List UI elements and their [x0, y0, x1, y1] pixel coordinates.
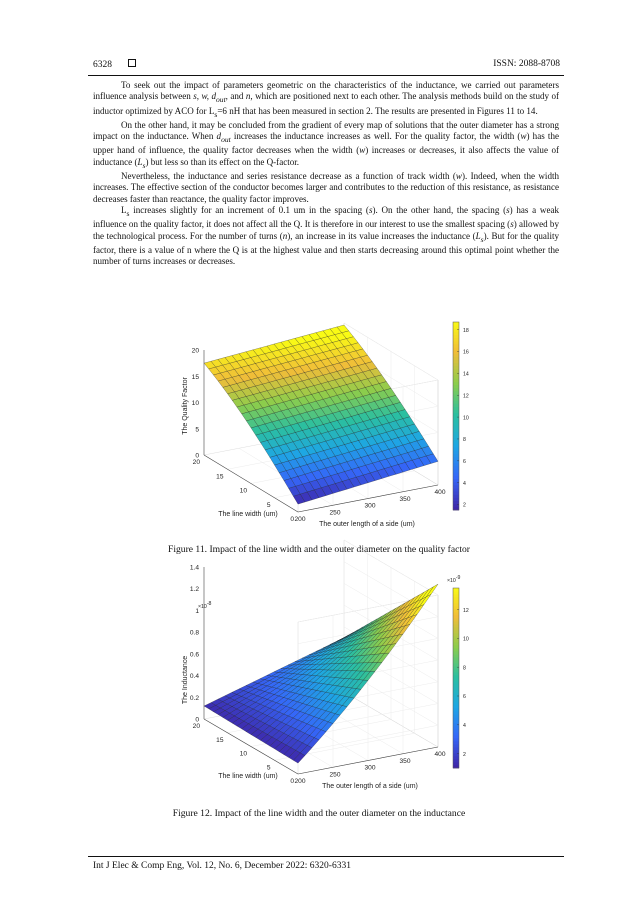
- colorbar-segment: [453, 425, 459, 429]
- x-tick-label: 15: [216, 736, 224, 744]
- paragraph-4: $L_s$ increases slightly for an increment of 0.1 um in the spacing (s). On the other hand, the spacing (s) has a weak influence on the quality factor, it does not affect all the Q. It is therefore in our interest to use the smallest spacing (s) allowed by the technological process. For the number of turns (n), an increase in its value increases the inductance $(L_s)$. But for the quality factor, there is a value of n where the Q is at the highest value and then starts decreasing around this optimal point whether the number of turns increases or decreases.: [93, 205, 560, 267]
- colorbar-segment: [453, 762, 459, 765]
- paragraph-2: On the other hand, it may be concluded from the gradient of every map of solutions that the outer diameter has a strong impact on the inductance. When $d_{out}$ increases the inductance increases as well. For the quality factor, the width (w) has the upper hand of influence, the quality factor decreases when the width (w) increases or decreases, it also affects the value of inductance $(L_s)$ but less so than its effect on the Q-factor.: [93, 119, 560, 170]
- colorbar-segment: [453, 696, 459, 699]
- colorbar-segment: [453, 400, 459, 404]
- colorbar-segment: [453, 624, 459, 627]
- colorbar-segment: [453, 479, 459, 483]
- colorbar-segment: [453, 403, 459, 407]
- colorbar-tick-label: 10: [463, 636, 469, 643]
- colorbar-segment: [453, 615, 459, 618]
- colorbar-tick-label: 14: [463, 371, 469, 378]
- colorbar-segment: [453, 759, 459, 762]
- y-tick-label: 350: [399, 495, 411, 503]
- colorbar-segment: [453, 407, 459, 411]
- colorbar-tick-label: 12: [463, 393, 469, 400]
- colorbar-segment: [453, 642, 459, 645]
- x-tick-label: 20: [192, 723, 200, 730]
- colorbar-segment: [453, 750, 459, 753]
- colorbar-segment: [453, 363, 459, 367]
- z-tick-label: 10: [191, 400, 199, 407]
- z-tick-label: 0.4: [189, 673, 199, 681]
- colorbar-tick-label: 2: [463, 751, 466, 758]
- colorbar-segment: [453, 648, 459, 651]
- colorbar-segment: [453, 663, 459, 666]
- x-tick-label: 0: [290, 516, 294, 523]
- y-tick-label: 300: [364, 502, 376, 510]
- colorbar-segment: [453, 621, 459, 624]
- y-tick-label: 200: [294, 778, 306, 785]
- colorbar-segment: [453, 729, 459, 732]
- colorbar-segment: [453, 588, 459, 591]
- x-axis-label: The line width (um): [218, 773, 278, 780]
- colorbar-segment: [453, 645, 459, 648]
- colorbar-segment: [453, 597, 459, 600]
- x-tick-label: 10: [239, 750, 247, 758]
- colorbar-segment: [453, 397, 459, 401]
- colorbar-segment: [453, 416, 459, 420]
- x-tick-label: 10: [239, 487, 247, 495]
- x-tick-label: 15: [216, 473, 224, 481]
- colorbar-segment: [453, 463, 459, 467]
- z-tick-label: 0.8: [189, 629, 199, 637]
- colorbar-segment: [453, 675, 459, 678]
- colorbar-segment: [453, 419, 459, 423]
- colorbar-segment: [453, 469, 459, 473]
- colorbar-segment: [453, 460, 459, 464]
- colorbar-segment: [453, 441, 459, 445]
- colorbar-segment: [453, 353, 459, 357]
- y-axis-label: The outer length of a side (um): [319, 521, 415, 528]
- figure-11-caption: Figure 11. Impact of the line width and the outer diameter on the quality factor: [167, 544, 471, 555]
- colorbar-tick-label: 6: [463, 459, 466, 466]
- colorbar-segment: [453, 385, 459, 389]
- colorbar-segment: [453, 482, 459, 486]
- figure-12-caption: Figure 12. Impact of the line width and the outer diameter on the inductance: [172, 808, 466, 819]
- paragraph-3: Nevertheless, the inductance and series resistance decrease as a function of track width (w). Indeed, when the width increases. The effective section of the conductor becomes larger and contributes to the reduction of this resistance, as resistance decreases faster than reactance, the quality factor improves.: [93, 171, 560, 204]
- colorbar-segment: [453, 606, 459, 609]
- colorbar-tick-label: 4: [463, 723, 466, 729]
- colorbar-tick-label: 8: [463, 437, 466, 444]
- colorbar-segment: [453, 497, 459, 501]
- colorbar-segment: [453, 476, 459, 480]
- colorbar-tick-label: 6: [463, 694, 466, 701]
- colorbar-segment: [453, 618, 459, 621]
- colorbar-segment: [453, 744, 459, 747]
- colorbar-segment: [453, 360, 459, 364]
- z-tick-label: 0: [195, 452, 199, 460]
- colorbar-segment: [453, 394, 459, 398]
- footer-rule: [88, 856, 564, 857]
- colorbar-segment: [453, 372, 459, 376]
- colorbar-segment: [453, 356, 459, 360]
- y-tick-label: 400: [434, 751, 446, 758]
- colorbar-segment: [453, 350, 459, 354]
- colorbar-segment: [453, 335, 459, 339]
- colorbar-segment: [453, 466, 459, 470]
- colorbar-segment: [453, 325, 459, 329]
- colorbar-tick-label: 18: [463, 327, 469, 334]
- colorbar-segment: [453, 651, 459, 654]
- x-tick-label: 5: [266, 764, 271, 772]
- z-tick-label: 5: [195, 426, 199, 434]
- colorbar-segment: [453, 612, 459, 615]
- colorbar-segment: [453, 600, 459, 603]
- colorbar-tick-label: 2: [463, 502, 466, 509]
- x-tick-label: 5: [266, 501, 271, 509]
- colorbar-segment: [453, 639, 459, 642]
- z-tick-label: 1.4: [189, 564, 199, 572]
- issn: ISSN: 2088-8708: [493, 59, 560, 69]
- x-axis-label: The line width (um): [218, 511, 278, 518]
- colorbar-segment: [453, 341, 459, 345]
- colorbar-segment: [453, 454, 459, 458]
- colorbar-segment: [453, 322, 459, 326]
- colorbar-segment: [453, 594, 459, 597]
- colorbar-segment: [453, 756, 459, 759]
- colorbar-segment: [453, 347, 459, 351]
- colorbar-segment: [453, 708, 459, 711]
- colorbar-segment: [453, 388, 459, 392]
- colorbar-segment: [453, 627, 459, 630]
- y-tick-label: 300: [364, 764, 376, 772]
- footer-citation: Int J Elec & Comp Eng, Vol. 12, No. 6, December 2022: 6320-6331: [93, 861, 351, 871]
- colorbar-tick-label: 8: [463, 665, 466, 672]
- colorbar-segment: [453, 657, 459, 660]
- colorbar-segment: [453, 438, 459, 442]
- colorbar-segment: [453, 630, 459, 633]
- colorbar-segment: [453, 699, 459, 702]
- colorbar-segment: [453, 669, 459, 672]
- colorbar-segment: [453, 504, 459, 508]
- colorbar-segment: [453, 391, 459, 395]
- x-tick-label: 20: [192, 459, 200, 466]
- colorbar-segment: [453, 711, 459, 714]
- figure-11-quality-factor-surface: [170, 310, 500, 530]
- y-tick-label: 400: [434, 489, 446, 496]
- colorbar-segment: [453, 678, 459, 681]
- y-tick-label: 350: [399, 757, 411, 765]
- z-tick-label: 1.2: [189, 586, 199, 594]
- z-axis-label: The Inductance: [182, 655, 189, 705]
- colorbar-segment: [453, 485, 459, 489]
- z-tick-label: 15: [191, 373, 199, 381]
- colorbar-segment: [453, 672, 459, 675]
- colorbar-segment: [453, 328, 459, 332]
- colorbar-segment: [453, 732, 459, 735]
- colorbar-tick-label: 16: [463, 349, 469, 356]
- x-tick-label: 0: [290, 778, 294, 785]
- colorbar-segment: [453, 410, 459, 414]
- figure-12-inductance-surface: [170, 564, 500, 798]
- y-tick-label: 200: [294, 516, 306, 523]
- colorbar-segment: [453, 450, 459, 454]
- page-number: 6328: [93, 60, 112, 70]
- z-tick-label: 0: [195, 716, 199, 724]
- y-tick-label: 250: [329, 771, 341, 779]
- header-square-icon: [128, 59, 136, 67]
- colorbar-segment: [453, 331, 459, 335]
- colorbar-segment: [453, 447, 459, 451]
- colorbar-segment: [453, 413, 459, 417]
- colorbar-segment: [453, 375, 459, 379]
- colorbar-segment: [453, 717, 459, 720]
- colorbar-segment: [453, 491, 459, 495]
- colorbar-segment: [453, 338, 459, 342]
- z-axis-label: The Quality Factor: [182, 377, 189, 435]
- colorbar-segment: [453, 366, 459, 370]
- colorbar-segment: [453, 705, 459, 708]
- colorbar-segment: [453, 633, 459, 636]
- colorbar-segment: [453, 432, 459, 436]
- colorbar-segment: [453, 472, 459, 476]
- colorbar-segment: [453, 636, 459, 639]
- colorbar-segment: [453, 681, 459, 684]
- z-tick-label: 20: [191, 347, 199, 355]
- colorbar-segment: [453, 382, 459, 386]
- colorbar-segment: [453, 747, 459, 750]
- colorbar-segment: [453, 603, 459, 606]
- colorbar-segment: [453, 457, 459, 461]
- colorbar-segment: [453, 666, 459, 669]
- colorbar-tick-label: 4: [463, 480, 466, 487]
- colorbar-segment: [453, 378, 459, 382]
- colorbar-segment: [453, 660, 459, 663]
- colorbar-segment: [453, 369, 459, 373]
- colorbar-segment: [453, 690, 459, 693]
- colorbar-segment: [453, 444, 459, 448]
- colorbar-segment: [453, 501, 459, 505]
- z-tick-label: 1: [195, 607, 199, 615]
- colorbar-segment: [453, 741, 459, 744]
- colorbar-segment: [453, 494, 459, 498]
- colorbar-tick-label: 10: [463, 415, 469, 422]
- colorbar-segment: [453, 344, 459, 348]
- paragraph-1: To seek out the impact of parameters geometric on the characteristics of the inductance, we carried out parameters influence analysis between s, w, $d_{out}$, and n, which are positioned next to each other. The analysis methods build on the study of inductor optimized by ACO for $L_s=6$ nH that has been measured in section 2. The results are presented in Figures 11 to 14.: [93, 80, 559, 119]
- colorbar-exponent: ×10-9: [447, 575, 461, 584]
- header-rule: [88, 75, 564, 76]
- colorbar-segment: [453, 687, 459, 690]
- colorbar-segment: [453, 720, 459, 723]
- colorbar-segment: [453, 422, 459, 426]
- page-header-left: [93, 59, 136, 70]
- y-tick-label: 250: [329, 509, 341, 517]
- colorbar-segment: [453, 488, 459, 492]
- colorbar-segment: [453, 654, 459, 657]
- z-tick-label: 0.2: [189, 694, 199, 702]
- colorbar-segment: [453, 714, 459, 717]
- y-axis-label: The outer length of a side (um): [322, 783, 418, 790]
- colorbar-segment: [453, 726, 459, 729]
- colorbar-segment: [453, 735, 459, 738]
- colorbar-segment: [453, 738, 459, 741]
- colorbar-segment: [453, 591, 459, 594]
- colorbar-segment: [453, 435, 459, 439]
- body-text: [93, 80, 559, 268]
- z-tick-label: 0.6: [189, 651, 199, 659]
- colorbar-segment: [453, 684, 459, 687]
- z-axis-exponent: ×10-8: [198, 601, 212, 610]
- colorbar-segment: [453, 702, 459, 705]
- colorbar-segment: [453, 429, 459, 433]
- colorbar-tick-label: 12: [463, 607, 469, 614]
